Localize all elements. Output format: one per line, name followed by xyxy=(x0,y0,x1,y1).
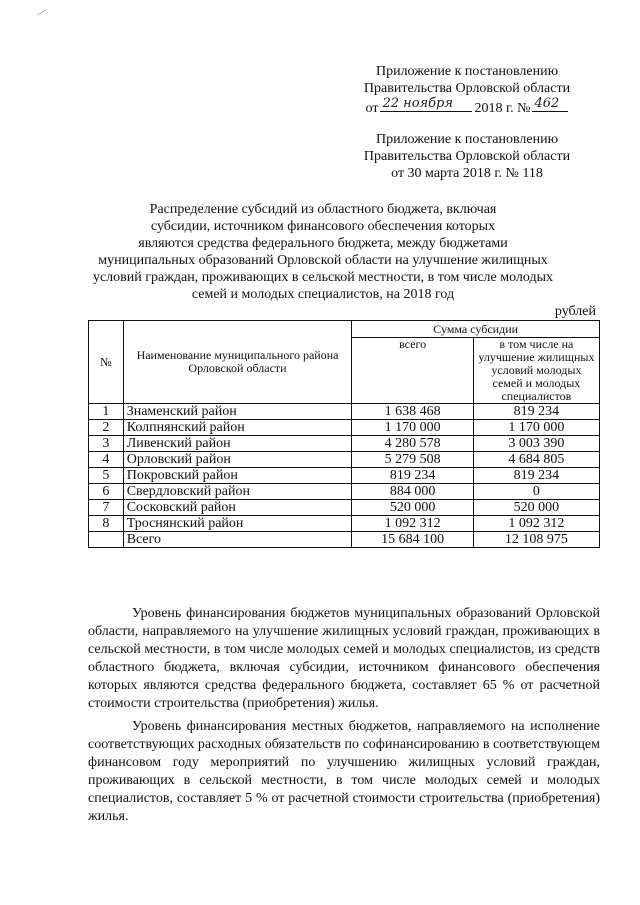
appendix-old-line-2: Правительства Орловской области xyxy=(363,149,571,164)
appendix-old-line-3: от 30 марта 2018 г. № 118 xyxy=(391,166,543,181)
row-young: 1 092 312 xyxy=(473,516,599,532)
date-blank xyxy=(380,97,472,112)
appendix-header-old xyxy=(342,131,592,182)
corner-mark: — xyxy=(33,4,50,20)
row-total: 4 280 578 xyxy=(352,436,473,452)
row-number: 2 xyxy=(89,420,124,436)
row-young: 4 684 805 xyxy=(473,452,599,468)
title-line-4: муниципальных образований Орловской области на улучшение жилищных xyxy=(98,253,548,268)
row-young: 819 234 xyxy=(473,404,599,420)
units-label: рублей xyxy=(554,304,596,319)
row-total: 819 234 xyxy=(352,468,473,484)
title-line-3: являются средства федерального бюджета, между бюджетами xyxy=(138,236,508,251)
row-total: 520 000 xyxy=(352,500,473,516)
title-line-2: субсидии, источником финансового обеспечения которых xyxy=(150,219,496,234)
table-row xyxy=(89,404,600,420)
row-district: Свердловский район xyxy=(123,484,352,500)
table-row xyxy=(89,452,600,468)
row-district: Троснянский район xyxy=(123,516,352,532)
row-number: 1 xyxy=(89,404,124,420)
total-row-label: Всего xyxy=(123,532,352,548)
date-prefix: от xyxy=(365,101,379,116)
row-young: 3 003 390 xyxy=(473,436,599,452)
handwritten-date: 22 ноября xyxy=(382,96,453,111)
table-row xyxy=(89,484,600,500)
row-total: 1 170 000 xyxy=(352,420,473,436)
row-number: 6 xyxy=(89,484,124,500)
table-row xyxy=(89,516,600,532)
number-blank xyxy=(532,97,568,112)
total-row-total: 15 684 100 xyxy=(352,532,473,548)
appendix-header-new xyxy=(342,63,592,117)
row-young: 0 xyxy=(473,484,599,500)
header-total: всего xyxy=(352,338,473,404)
header-sum-group: Сумма субсидии xyxy=(352,321,600,338)
row-number: 5 xyxy=(89,468,124,484)
header-district-name: Наименование муниципального района Орловской области xyxy=(123,321,352,404)
row-district: Покровский район xyxy=(123,468,352,484)
paragraph-local-funding: Уровень финансирования местных бюджетов, направляемого на исполнение соответствующих расходных обязательств по софинансированию в соответствующем финансовом году мероприятий по улучшению жилищных условий граждан, проживающих в сельской местности, в том числе молодых семей и молодых специалистов, составляет 5 % от расчетной стоимости строительства (приобретения) жилья. xyxy=(88,719,600,824)
row-district: Знаменский район xyxy=(123,404,352,420)
row-number: 8 xyxy=(89,516,124,532)
table-row xyxy=(89,436,600,452)
title-line-5: условий граждан, проживающих в сельской местности, в том числе молодых xyxy=(92,270,554,285)
table-row xyxy=(89,468,600,484)
total-row-number xyxy=(89,532,124,548)
date-suffix: 2018 г. № xyxy=(474,101,531,116)
row-number: 4 xyxy=(89,452,124,468)
table-row xyxy=(89,500,600,516)
total-row-young: 12 108 975 xyxy=(473,532,599,548)
appendix-old-line-1: Приложение к постановлению xyxy=(375,132,559,147)
appendix-date-line xyxy=(342,97,592,117)
row-district: Сосковский район xyxy=(123,500,352,516)
row-number: 3 xyxy=(89,436,124,452)
table-row xyxy=(89,420,600,436)
appendix-line-1: Приложение к постановлению xyxy=(375,64,559,79)
row-total: 1 638 468 xyxy=(352,404,473,420)
header-number: № xyxy=(89,321,124,404)
document-title xyxy=(88,201,558,303)
total-row xyxy=(89,532,600,548)
row-district: Орловский район xyxy=(123,452,352,468)
paragraph-regional-funding: Уровень финансирования бюджетов муниципальных образований Орловской области, направляемого на улучшение жилищных условий граждан, проживающих в сельской местности, в том числе молодых семей и молодых специалистов, из средств областного бюджета, включая субсидии, источником финансового обеспечения которых являются средства федерального бюджета, составляет 65 % от расчетной стоимости строительства (приобретения) жилья. xyxy=(88,606,600,711)
title-line-1: Распределение субсидий из областного бюджета, включая xyxy=(149,202,497,217)
subsidy-table xyxy=(88,320,600,548)
row-district: Ливенский район xyxy=(123,436,352,452)
header-young-families: в том числе на улучшение жилищных условий молодых семей и молодых специалистов xyxy=(473,338,599,404)
row-total: 1 092 312 xyxy=(352,516,473,532)
row-total: 884 000 xyxy=(352,484,473,500)
row-young: 819 234 xyxy=(473,468,599,484)
title-line-6: семей и молодых специалистов, на 2018 год xyxy=(191,287,455,302)
row-district: Колпнянский район xyxy=(123,420,352,436)
row-total: 5 279 508 xyxy=(352,452,473,468)
row-young: 520 000 xyxy=(473,500,599,516)
handwritten-number: 462 xyxy=(534,96,560,111)
row-number: 7 xyxy=(89,500,124,516)
row-young: 1 170 000 xyxy=(473,420,599,436)
appendix-line-2: Правительства Орловской области xyxy=(363,81,571,96)
